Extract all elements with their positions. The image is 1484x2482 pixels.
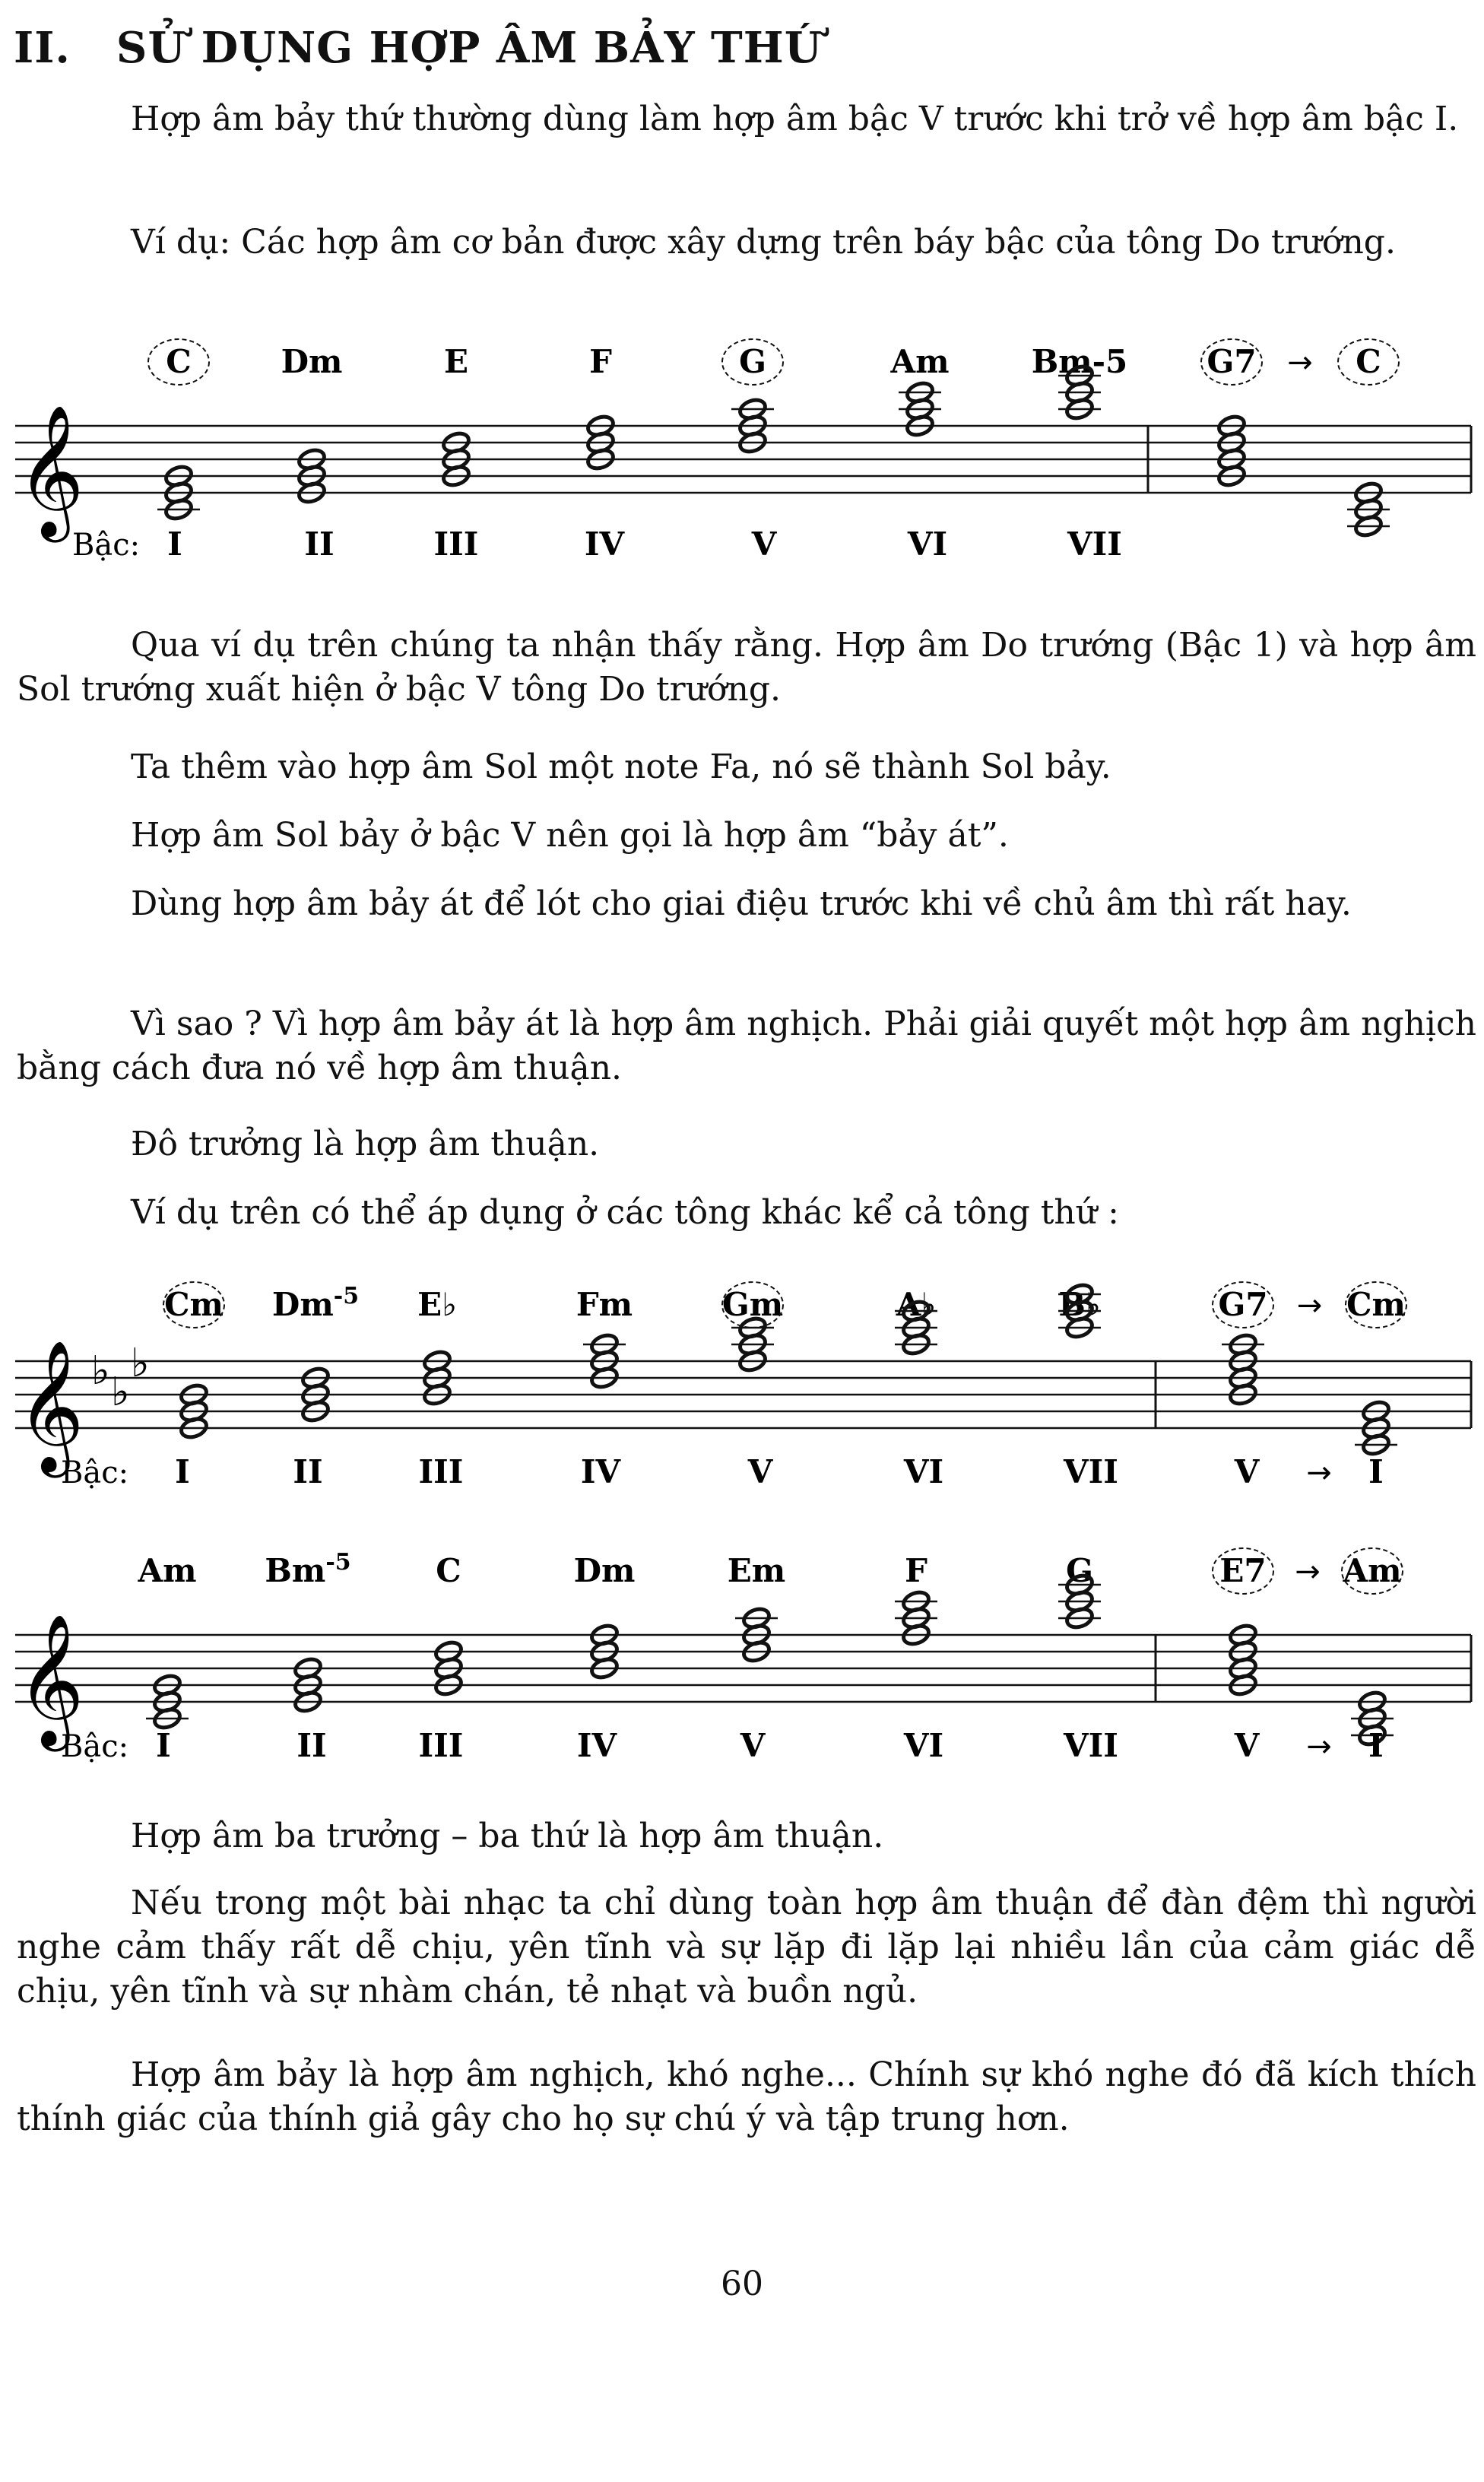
chord-superscript: -5 — [333, 1283, 360, 1309]
degree-numeral: I — [175, 1453, 190, 1490]
degree-numeral: VII — [1064, 1453, 1118, 1490]
degree-numeral: III — [418, 1727, 464, 1764]
section-title: SỬ DỤNG HỢP ÂM BẢY THỨ — [116, 23, 823, 73]
paragraph: Dùng hợp âm bảy át để lót cho giai điệu trước khi về chủ âm thì rất hay. — [131, 884, 1352, 923]
treble-clef-icon: 𝄞 — [17, 405, 84, 537]
degree-numeral: V — [1234, 1453, 1260, 1490]
degree-numeral: II — [296, 1727, 327, 1764]
treble-clef-icon: 𝄞 — [17, 1340, 84, 1472]
degree-numeral: V — [751, 525, 777, 563]
chord-name: Am — [1343, 1552, 1402, 1589]
flat-icon: ♭ — [131, 1341, 150, 1386]
chord-name: F — [905, 1552, 928, 1589]
degree-numeral: V — [740, 1727, 766, 1764]
paragraph: Ví dụ trên có thể áp dụng ở các tông khác kể cả tông thứ : — [131, 1193, 1119, 1232]
chord-name: G7 — [1207, 343, 1257, 380]
degree-numeral: IV — [584, 525, 625, 563]
chord-name: Am — [890, 343, 950, 380]
paragraph: Vì sao ? Vì hợp âm bảy át là hợp âm nghịch. Phải giải quyết một hợp âm nghịch bằng cách đưa nó về hợp âm thuận. — [17, 1005, 1476, 1087]
chord-name: C — [1356, 343, 1381, 380]
arrow-icon: → — [1306, 1729, 1332, 1764]
music-staff-example-1 — [0, 327, 1484, 601]
degree-numeral: VI — [903, 1727, 944, 1764]
paragraph: Hợp âm Sol bảy ở bậc V nên gọi là hợp âm “bảy át”. — [131, 816, 1009, 855]
degree-numeral: II — [304, 525, 335, 563]
degree-numeral: II — [293, 1453, 323, 1490]
chord-name: $Dm^{-5}$ — [271, 1283, 360, 1323]
paragraph: Hợp âm bảy thứ thường dùng làm hợp âm bậc V trước khi trở về hợp âm bậc I. — [131, 100, 1459, 138]
chord-name: E — [443, 343, 469, 380]
degree-label: Bậc: — [61, 1455, 129, 1490]
flat-icon: ♭ — [91, 1348, 110, 1394]
chord-superscript: -5 — [325, 1549, 351, 1576]
degree-numeral: VI — [903, 1453, 944, 1490]
chord-name: C — [436, 1552, 461, 1589]
chord-name: $Bm^{-5}$ — [265, 1549, 351, 1589]
chord-name: E♭ — [417, 1286, 457, 1323]
chord-name: Gm — [721, 1286, 784, 1323]
chord-name: Bm-5 — [1031, 343, 1128, 380]
degree-numeral: I — [167, 525, 182, 563]
page-number: 60 — [721, 2265, 763, 2303]
degree-numeral: V — [747, 1453, 773, 1490]
degree-numeral: IV — [576, 1727, 617, 1764]
chord-name: Cm — [1346, 1286, 1406, 1323]
degree-label: Bậc: — [72, 528, 141, 563]
chord-name: Cm — [164, 1286, 224, 1323]
chord-name: Am — [138, 1552, 197, 1589]
paragraph: Nếu trong một bài nhạc ta chỉ dùng toàn hợp âm thuận để đàn đệm thì người nghe cảm thấy rất dễ chịu, yên tĩnh và sự lặp đi lặp lại nhiều lần của cảm giác dễ chịu, yên tĩnh và sự nhàm chán, tẻ nhạt và buồn ngủ. — [17, 1884, 1476, 2011]
chord-name: Dm — [573, 1552, 636, 1589]
chord-name: G — [1066, 1552, 1093, 1589]
chord-name: E7 — [1219, 1552, 1267, 1589]
treble-clef-icon: 𝄞 — [17, 1614, 84, 1746]
degree-numeral: V — [1234, 1727, 1260, 1764]
flat-icon: ♭ — [111, 1370, 130, 1415]
chord-name: A♭ — [896, 1286, 937, 1323]
degree-numeral: VII — [1064, 1727, 1118, 1764]
degree-numeral: I — [156, 1727, 171, 1764]
degree-numeral: VI — [907, 525, 948, 563]
degree-numeral: I — [1368, 1453, 1384, 1490]
chord-name: B♭ — [1058, 1286, 1101, 1323]
chord-name: G — [739, 343, 766, 380]
paragraph: Qua ví dụ trên chúng ta nhận thấy rằng. Hợp âm Do trướng (Bậc 1) và hợp âm Sol trướng xuất hiện ở bậc V tông Do trướng. — [17, 626, 1476, 709]
chord-name: Fm — [576, 1286, 633, 1323]
chord-name: Dm — [281, 343, 343, 380]
paragraph: Hợp âm ba trưởng – ba thứ là hợp âm thuận. — [131, 1817, 884, 1855]
arrow-icon: → — [1296, 1288, 1323, 1323]
section-number: II. — [14, 23, 71, 73]
paragraph: Ta thêm vào hợp âm Sol một note Fa, nó sẽ thành Sol bảy. — [131, 747, 1111, 786]
degree-numeral: III — [418, 1453, 464, 1490]
degree-numeral: III — [433, 525, 479, 563]
degree-label: Bậc: — [61, 1729, 129, 1764]
paragraph: Ví dụ: Các hợp âm cơ bản được xây dựng trên báy bậc của tông Do trướng. — [131, 223, 1396, 262]
degree-numeral: IV — [580, 1453, 621, 1490]
chord-name: Em — [727, 1552, 786, 1589]
arrow-icon: → — [1295, 1554, 1321, 1589]
chord-name: G7 — [1218, 1286, 1268, 1323]
paragraph: Đô trưởng là hợp âm thuận. — [131, 1125, 600, 1163]
chord-name: F — [589, 343, 612, 380]
paragraph: Hợp âm bảy là hợp âm nghịch, khó nghe... Chính sự khó nghe đó đã kích thích thính giác của thính giả gây cho họ sự chú ý và tập trung hơn. — [17, 2055, 1476, 2138]
degree-numeral: VII — [1067, 525, 1122, 563]
degree-numeral: I — [1368, 1727, 1384, 1764]
music-staff-example-2 — [0, 1262, 1484, 1536]
chord-name: C — [166, 343, 192, 380]
music-staff-example-3 — [0, 1536, 1484, 1810]
section-heading — [14, 23, 822, 73]
arrow-icon: → — [1306, 1455, 1332, 1490]
arrow-icon: → — [1287, 345, 1313, 380]
